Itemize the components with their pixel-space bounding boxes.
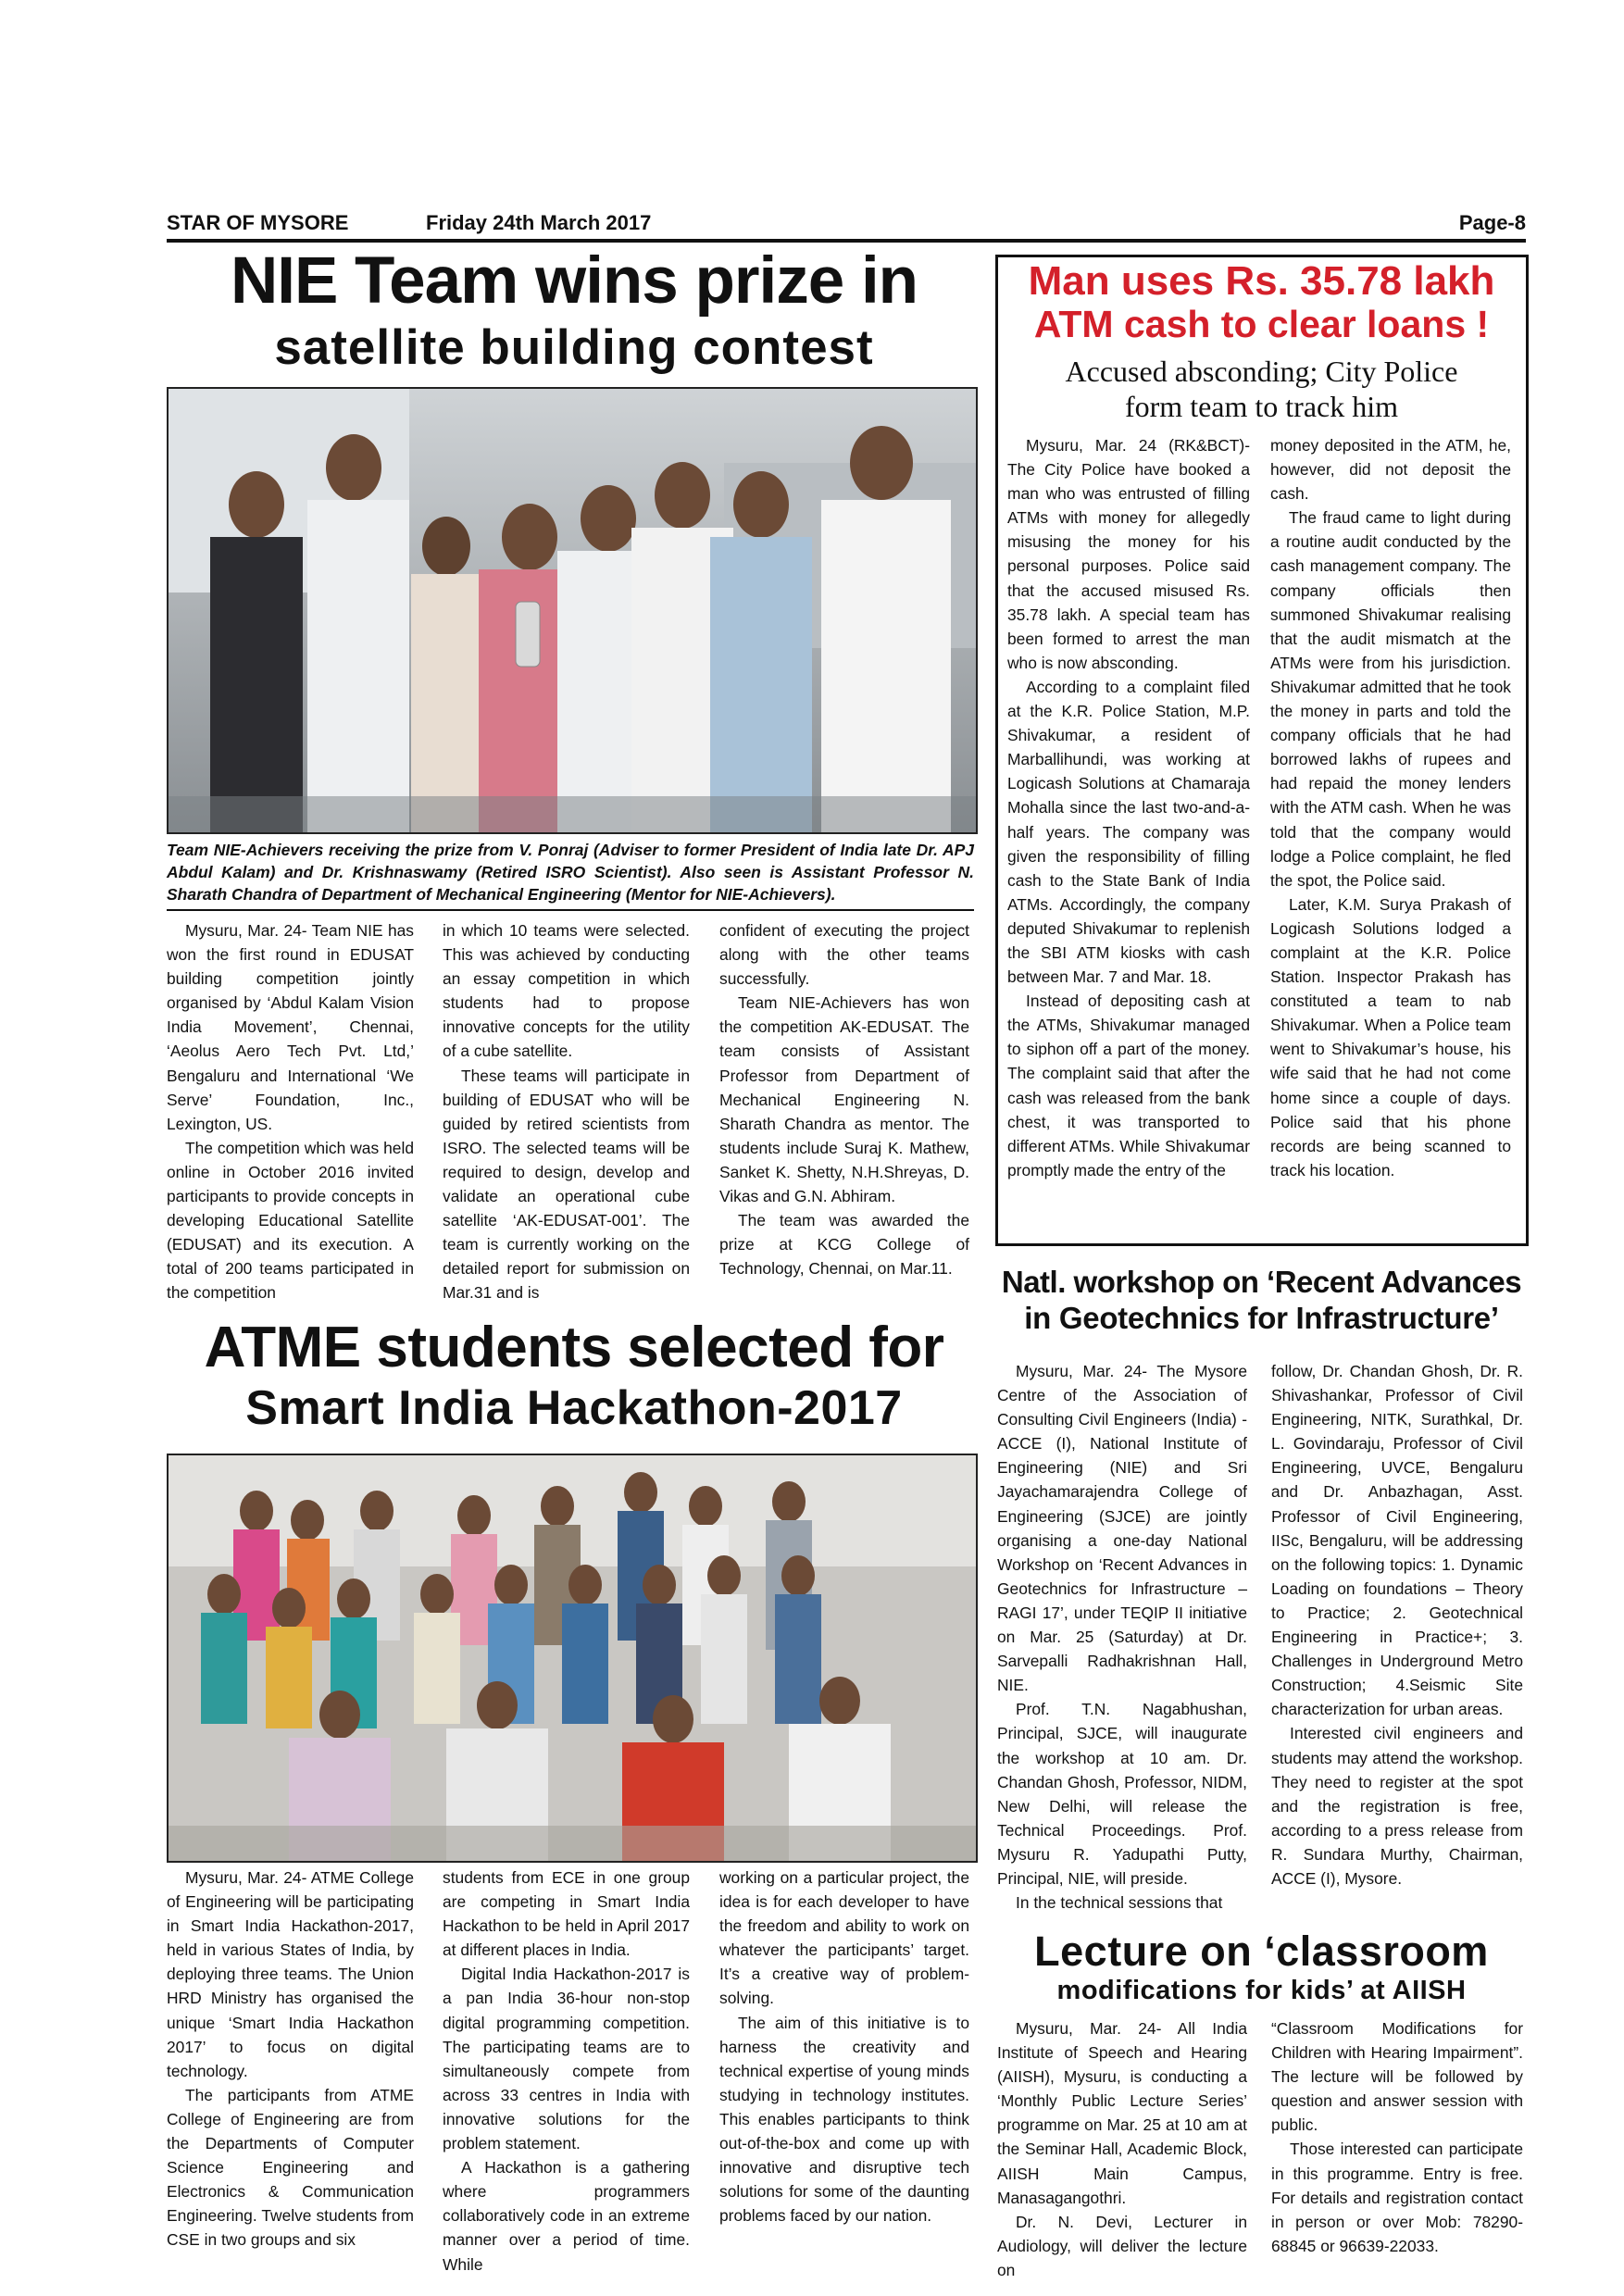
story1-col3-para: confident of executing the project along with the other teams successfully. [719, 921, 969, 989]
story1-col1-para: The competition which was held online in October 2016 invited participants to provide concepts in developing Educational Satellite (EDUSAT) and its execution. A total of 200 teams participated in the competition [167, 1138, 414, 1303]
story3-col3-para: working on a particular project, the idea is for each developer to have the freedom and ability to work on whatever the participants’ target. It’s a creative way of problem-solving. [719, 1868, 969, 2008]
story3-col1-para: Mysuru, Mar. 24- ATME College of Engineering will be participating in Smart India Hackathon-2017, held in various States of India, by deploying three teams. The Union HRD Ministry has organised the unique ‘Smart India Hackathon 2017’ to focus on digital technology. [167, 1868, 414, 2080]
caption-rule [167, 909, 974, 911]
story5-headline: Lecture on ‘classroom modifications for kids’ at AIISH [1034, 1928, 1489, 2005]
page-number: Page-8 [1458, 211, 1526, 234]
atme-students-photo [167, 1454, 978, 1863]
masthead-rule [167, 239, 1526, 243]
issue-date: Friday 24th March 2017 [426, 211, 652, 234]
story5-col2-para: “Classroom Modifications for Children with Hearing Impairment”. The lecture will be followed by question and answer session with public. [1271, 2019, 1523, 2135]
nie-photo-caption: Team NIE-Achievers receiving the prize from V. Ponraj (Adviser to former President of India late Dr. APJ Abdul Kalam) and Dr. Krishnaswamy (Retired ISRO Scientist). Also seen is Assistant Professor N. Sharath Chandra of Department of Mechanical Engineering (Mentor for NIE-Achievers). [167, 841, 974, 904]
story2-col1-para: According to a complaint filed at the K.R. Police Station, M.P. Shivakumar, a resident of Marballihundi, was working at Logicash Solutions at Chamaraja Mohalla since the last two-and-a-half years. The company was given the responsibility of filling cash to the State Bank of India ATMs. Accordingly, the company deputed Shivakumar to replenish the SBI ATM kiosks with cash between Mar. 7 and Mar. 18. [1007, 677, 1250, 987]
nie-team-photo [167, 387, 978, 834]
story2-deck: Accused absconding; City Police form team to track him [1065, 355, 1458, 423]
story3-col2-para: A Hackathon is a gathering where programmers collaboratively code in an extreme manner over a period of time. While [443, 2158, 690, 2274]
story1-column-3 [719, 918, 969, 1280]
story5-col2-para: Those interested can participate in this programme. Entry is free. For details and registration contact in person or over Mob: 78290-68845 or 96639-22033. [1271, 2140, 1523, 2255]
story2-headline: Man uses Rs. 35.78 lakh ATM cash to clear loans ! [1028, 258, 1495, 345]
story4-column-1 [997, 1359, 1247, 1915]
story5-column-1 [997, 2016, 1247, 2282]
nie-team-photo-image [169, 389, 976, 832]
story1-col3-para: The team was awarded the prize at KCG College of Technology, Chennai, on Mar.11. [719, 1211, 969, 1279]
story4-column-2 [1271, 1359, 1523, 1890]
story3-col3-para: The aim of this initiative is to harness the creativity and technical expertise of young minds studying in technology institutes. This enables participants to think out-of-the-box and come up with innovative and disruptive tech solutions for some of the daunting problems faced by our nation. [719, 2013, 969, 2226]
story1-headline: NIE Team wins prize in satellite building contest [230, 244, 918, 375]
story3-col1-para: The participants from ATME College of Engineering are from the Departments of Computer Science Engineering and Electronics & Communication Engineering. Twelve students from CSE in two groups and six [167, 2085, 414, 2250]
story2-col2-para: money deposited in the ATM, he, however, did not deposit the cash. [1270, 436, 1511, 504]
story3-column-2 [443, 1866, 690, 2277]
masthead [167, 211, 1526, 239]
story1-col1-para: Mysuru, Mar. 24- Team NIE has won the first round in EDUSAT building competition jointly organised by ‘Abdul Kalam Vision India Movement’, Chennai, ‘Aeolus Aero Tech Pvt. Ltd,’ Bengaluru and International ‘We Serve’ Foundation, Inc., Lexington, US. [167, 921, 414, 1133]
story3-headline: ATME students selected for Smart India Hackathon-2017 [204, 1316, 944, 1435]
story1-column-1 [167, 918, 414, 1305]
story3-col2-para: Digital India Hackathon-2017 is a pan India 36-hour non-stop digital programming competition. The participating teams are to simultaneously compete from across 33 centres in India with innovative solutions for the problem statement. [443, 1965, 690, 2153]
story2-col1-para: Mysuru, Mar. 24 (RK&BCT)- The City Police have booked a man who was entrusted of filling ATMs with money for allegedly misusing the money for his personal purposes. Police said that the accused misused Rs. 35.78 lakh. A special team has been formed to arrest the man who is now absconding. [1007, 436, 1250, 672]
story2-column-2 [1270, 433, 1511, 1182]
atme-students-photo-image [169, 1455, 976, 1861]
story4-col2-para: follow, Dr. Chandan Ghosh, Dr. R. Shivashankar, Professor of Civil Engineering, NITK, Surathkal, Dr. L. Govindaraju, Professor of Civil Engineering, UVCE, Bengaluru and Dr. Anbazhagan, Asst. Professor of Civil Engineering, IISc, Bengaluru, will be addressing on the following topics: 1. Dynamic Loading on foundations – Theory to Practice; 2. Geotechnical Engineering in Practice+; 3. Challenges in Underground Metro Construction; 4.Seismic Site characterization for urban areas. [1271, 1362, 1523, 1719]
story3-column-3 [719, 1866, 969, 2227]
story2-col1-para: Instead of depositing cash at the ATMs, Shivakumar managed to siphon off a part of the money. The complaint said that after the cash was released from the bank chest, it was transported to different ATMs. While Shivakumar promptly made the entry of the [1007, 992, 1250, 1179]
story4-headline: Natl. workshop on ‘Recent Advances in Geotechnics for Infrastructure’ [1001, 1265, 1522, 1335]
story1-col3-para: Team NIE-Achievers has won the competition AK-EDUSAT. The team consists of Assistant Professor from Department of Mechanical Engineering N. Sharath Chandra as mentor. The students include Suraj K. Mathew, Sanket K. Shetty, N.H.Shreyas, D. Vikas and G.N. Abhiram. [719, 993, 969, 1206]
story4-col1-para: Mysuru, Mar. 24- The Mysore Centre of the Association of Consulting Civil Engineers (India) - ACCE (I), National Institute of Engineering (NIE) and Sri Jayachamarajendra College of Engineering (SJCE) are jointly organising a one-day National Workshop on ‘Recent Advances in Geotechnics for Infrastructure – RAGI 17’, under TEQIP II initiative on Mar. 25 (Saturday) at Dr. Sarvepalli Radhakrishnan Hall, NIE. [997, 1362, 1247, 1695]
story2-col2-para: Later, K.M. Surya Prakash of Logicash Solutions lodged a complaint at the K.R. Police Station. Inspector Prakash has constituted a team to nab Shivakumar. When a Police team went to Shivakumar’s house, his wife said that he had not come home since a couple of days. Police said that his phone records are being scanned to track his location. [1270, 894, 1511, 1179]
story4-col1-para: Prof. T.N. Nagabhushan, Principal, SJCE, will inaugurate the workshop at 10 am. Dr. Chandan Ghosh, Professor, NIDM, New Delhi, will release the Technical Proceedings. Prof. Mysuru R. Yadupathi Putty, Principal, NIE, will preside. [997, 1700, 1247, 1888]
story4-col2-para: Interested civil engineers and students may attend the workshop. They need to register at the spot and the registration is free, according to a press release from R. Sundara Murthy, Chairman, ACCE (I), Mysore. [1271, 1724, 1523, 1888]
story5-col1-para: Dr. N. Devi, Lecturer in Audiology, will deliver the lecture on [997, 2212, 1247, 2279]
story2-col2-para: The fraud came to light during a routine audit conducted by the cash management company. The company officials then summoned Shivakumar realising that the audit mismatch at the ATMs were from his jurisdiction. Shivakumar admitted that he took the money in parts and told the company officials that he had borrowed lakhs of rupees and had repaid the money lenders with the ATM cash. When he was told that the company would lodge a Police complaint, he fled the spot, the Police said. [1270, 508, 1511, 890]
story3-column-1 [167, 1866, 414, 2252]
story4-col1-para: In the technical sessions that [1016, 1893, 1223, 1913]
story1-col2-para: These teams will participate in building of EDUSAT who will be guided by retired scientists from ISRO. The selected teams will be required to design, develop and validate an operational cube satellite ‘AK-EDUSAT-001’. The team is currently working on the detailed report for submission on Mar.31 and is [443, 1066, 690, 1303]
story5-col1-para: Mysuru, Mar. 24- All India Institute of Speech and Hearing (AIISH), Mysuru, is conducting a ‘Monthly Public Lecture Series’ programme on Mar. 25 at 10 am at the Seminar Hall, Academic Block, AIISH Main Campus, Manasagangothri. [997, 2019, 1247, 2207]
story3-col2-para: students from ECE in one group are competing in Smart India Hackathon to be held in April 2017 at different places in India. [443, 1868, 690, 1960]
story1-column-2 [443, 918, 690, 1305]
publication-name: STAR OF MYSORE [167, 211, 349, 234]
story1-col2-para: in which 10 teams were selected. This was achieved by conducting an essay competition in which students had to propose innovative concepts for the utility of a cube satellite. [443, 921, 690, 1061]
story2-column-1 [1007, 433, 1250, 1182]
story5-column-2 [1271, 2016, 1523, 2258]
